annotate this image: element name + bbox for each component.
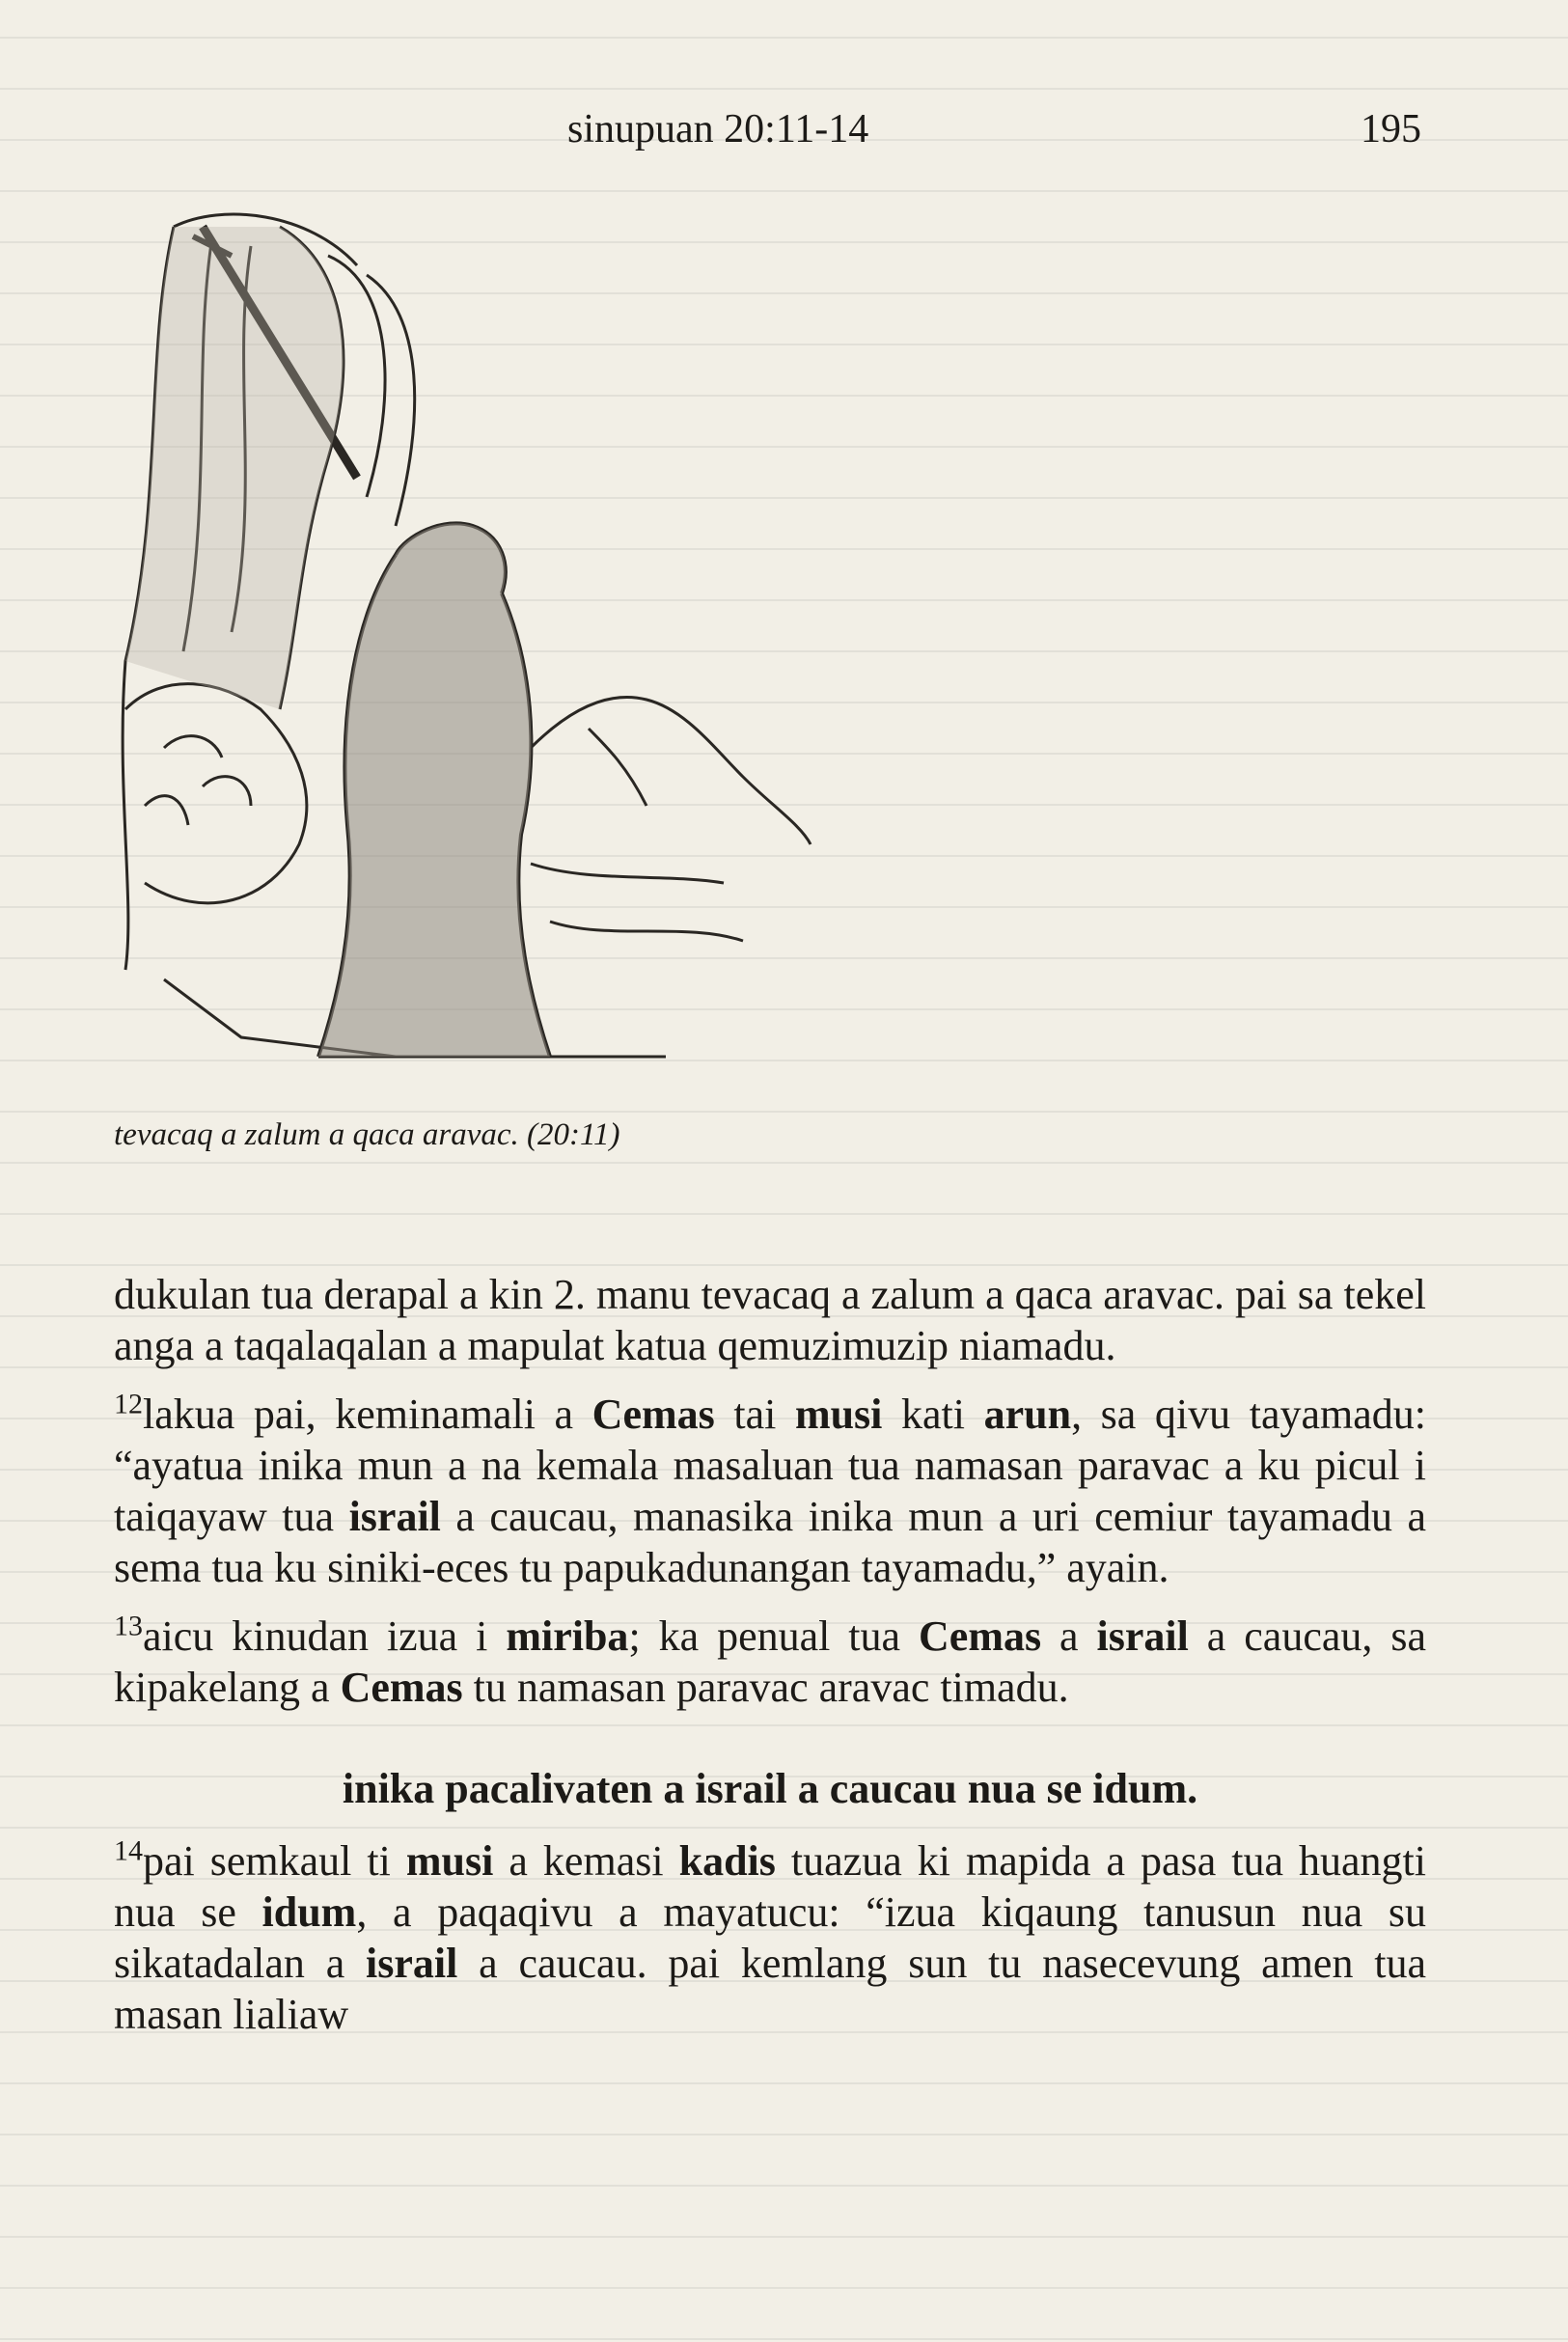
text-segment: pai semkaul ti xyxy=(143,1837,406,1885)
emphasized-term: Cemas xyxy=(340,1664,463,1711)
moses-striking-rock-illustration xyxy=(106,207,820,1105)
emphasized-term: Cemas xyxy=(591,1391,715,1438)
emphasized-term: kadis xyxy=(678,1837,776,1885)
text-segment: kati xyxy=(882,1391,984,1438)
text-segment: tu namasan paravac aravac timadu. xyxy=(462,1664,1069,1711)
illustration-caption: tevacaq a zalum a qaca aravac. (20:11) xyxy=(114,1117,620,1152)
text-segment: , sa qivu tayamadu: “ayatua inika mun a na kemala masaluan tua namasan paravac a ku picul i taiqayaw tua xyxy=(114,1391,1427,1540)
text-segment: a kemasi xyxy=(493,1837,679,1885)
verse-number: 13 xyxy=(114,1610,143,1642)
verse-number: 12 xyxy=(114,1388,143,1420)
text-segment: tai xyxy=(714,1391,795,1438)
page-number: 195 xyxy=(1361,107,1421,152)
paragraph-group xyxy=(114,1835,1426,2040)
text-segment: lakua pai, keminamali a xyxy=(143,1391,592,1438)
emphasized-term: arun xyxy=(983,1391,1072,1438)
text-segment: a caucau, manasika inika mun a uri cemiur tayamadu a sema tua ku siniki-eces tu papukadunangan tayamadu,” ayain. xyxy=(114,1493,1426,1591)
emphasized-term: musi xyxy=(405,1837,494,1885)
emphasized-term: israil xyxy=(1096,1612,1189,1660)
paragraph xyxy=(114,1269,1426,1371)
running-head: sinupuan 20:11-14 xyxy=(567,107,869,152)
emphasized-term: israil xyxy=(348,1493,441,1540)
text-segment: a caucau. pai kemlang sun tu nasecevung amen tua masan lialiaw xyxy=(114,1940,1426,2038)
emphasized-term: israil xyxy=(366,1940,458,1987)
text-segment: a xyxy=(1041,1612,1097,1660)
paragraph-group xyxy=(114,1269,1426,1713)
section-heading: inika pacalivaten a israil a caucau nua se idum. xyxy=(342,1765,1198,1812)
emphasized-term: Cemas xyxy=(919,1612,1042,1660)
illustration-drawing xyxy=(106,207,820,1105)
paragraph xyxy=(114,1611,1426,1713)
text-segment: , a paqaqivu a mayatucu: “izua kiqaung tanusun nua su sikatadalan a xyxy=(114,1888,1427,1987)
scripture-text xyxy=(114,1269,1426,2057)
paragraph xyxy=(114,1835,1426,2040)
page-header xyxy=(0,106,1568,164)
emphasized-term: miriba xyxy=(506,1612,629,1660)
text-segment: aicu kinudan izua i xyxy=(143,1612,507,1660)
emphasized-term: idum xyxy=(261,1888,357,1936)
text-segment: tuazua ki mapida a pasa tua huangti nua se xyxy=(114,1837,1426,1936)
paragraph xyxy=(114,1389,1426,1593)
emphasized-term: musi xyxy=(794,1391,883,1438)
text-segment: dukulan tua derapal a kin 2. manu tevacaq a zalum a qaca aravac. pai sa tekel anga a taqalaqalan a mapulat katua qemuzimuzip niamadu. xyxy=(114,1271,1426,1369)
verse-number: 14 xyxy=(114,1834,143,1867)
text-segment: ; ka penual tua xyxy=(628,1612,920,1660)
text-segment: a caucau, sa kipakelang a xyxy=(114,1612,1426,1711)
